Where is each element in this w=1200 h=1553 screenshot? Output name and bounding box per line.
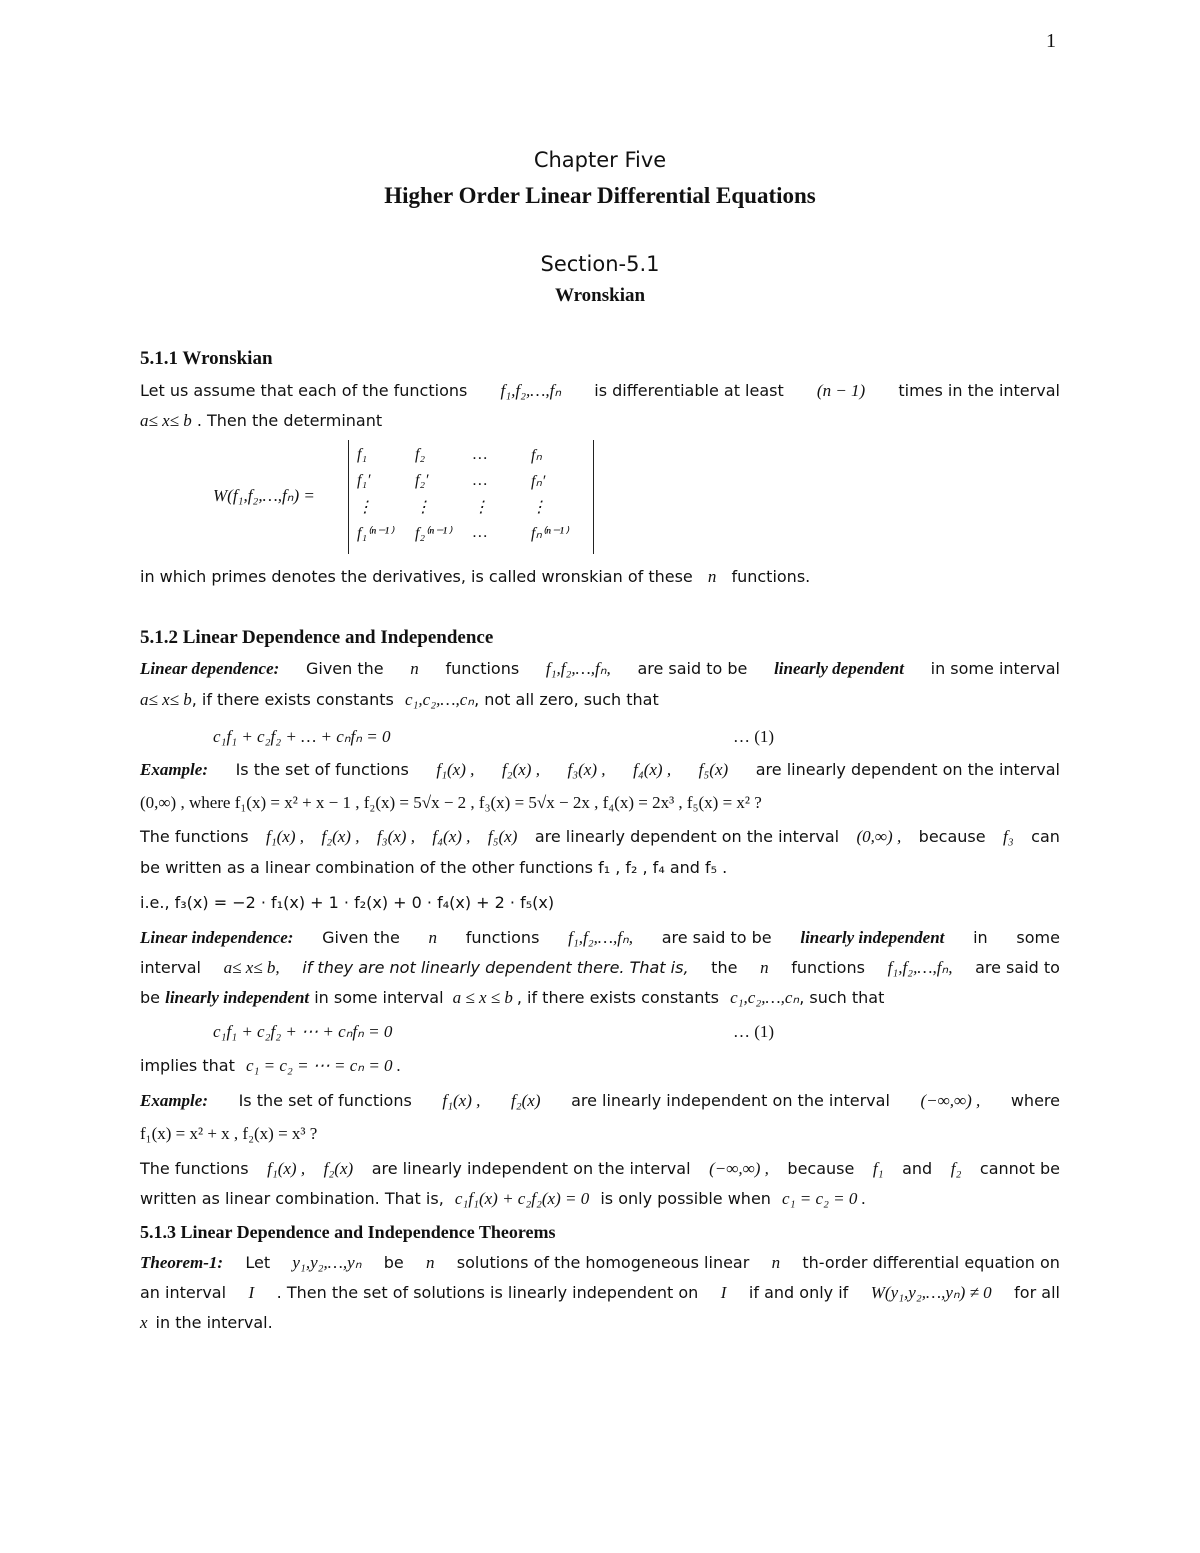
matrix-cell: f₂′ [415,472,429,489]
math-run: n [707,567,717,586]
chapter-label: Chapter Five [533,148,667,172]
emphasis-term: linearly dependent [774,659,904,678]
wronskian-lhs: W(f₁,f₂,…,fₙ) = [213,486,315,505]
text-run: The functions [140,1159,249,1178]
definition-label: Linear dependence: [140,659,280,678]
text-run: solutions of the homogeneous linear [456,1253,750,1272]
dependence-line1 [140,659,1060,679]
equation-1: c₁f₁ + c₂f₂ + … + cₙfₙ = 0 [213,727,391,746]
text-run: Given the [322,928,400,947]
matrix-cell: ⋮ [357,499,373,516]
math-run: (0,∞) , [856,827,902,846]
math-run: y₁,y₂,…,yₙ [292,1253,362,1272]
matrix-cell: ⋮ [531,499,547,516]
math-run: c₁,c₂,…,cₙ [730,988,800,1007]
example-label: Example: [140,760,208,779]
math-run: I [248,1283,255,1302]
math-run: f₅(x) [487,827,518,846]
text-run: can [1031,827,1060,846]
math-run: f₁,f₂,…,fₙ, [887,958,953,977]
text-run: , if there exists constants [191,690,394,709]
theorem1-line1 [140,1253,1060,1273]
math-run: f₄(x) , [432,827,471,846]
example-label: Example: [140,1091,208,1110]
text-run: The functions [140,827,249,846]
matrix-cell: … [473,524,488,541]
math-run: f₂(x) , [321,827,360,846]
math-run: f₃(x) , [376,827,415,846]
text-run: are linearly independent on the interval [571,1091,890,1110]
math-run: I [720,1283,727,1302]
text-run: because [787,1159,855,1178]
answer1-line2: be written as a linear combination of the other functions f₁ , f₂ , f₄ and f₅ . [140,858,728,877]
theorem1-line3 [140,1313,273,1333]
math-run: f₂ [950,1159,962,1178]
section-label: Section-5.1 [540,252,660,276]
text-run: some [1016,928,1060,947]
math-run: f₁(x) , [266,827,305,846]
text-run: . Then the determinant [196,411,383,430]
text-run: implies that [140,1056,235,1075]
math-run: n [410,659,419,678]
math-run: c₁ = c₂ = ⋯ = cₙ = 0 . [245,1056,402,1075]
math-run: f₁,f₂,…,fₙ, [545,659,611,678]
text-run: Let us assume that each of the functions [140,381,468,400]
equation-2: c₁f₁ + c₂f₂ + ⋯ + cₙfₙ = 0 [213,1022,393,1041]
text-run: are said to [975,958,1060,977]
math-run: (−∞,∞) , [709,1159,769,1178]
wronskian-para-line2 [140,411,382,431]
text-run: are said to be [661,928,772,947]
math-run: f₅(x) [698,760,729,779]
wronskian-determinant [348,440,594,554]
math-run: (n − 1) [816,381,866,400]
text-run: interval [140,958,201,977]
emphasis-term: linearly independent [800,928,945,947]
text-run: functions [465,928,540,947]
matrix-cell: f₂ [415,446,426,463]
math-run: a≤ x≤ b [140,690,192,709]
math-run: f₁ [872,1159,884,1178]
text-run: if and only if [748,1283,849,1302]
matrix-cell: f₁ [357,446,368,463]
math-run: f₁,f₂,…,fₙ, [568,928,633,947]
text-run: and [902,1159,933,1178]
math-run: f₁,f₂,…,fₙ [500,381,562,400]
math-run: f₁(x) , [436,760,475,779]
text-run: in some interval [930,659,1060,678]
text-run: is only possible when [600,1189,771,1208]
text-run: Let [245,1253,271,1272]
example1-line1 [140,760,1060,780]
text-run: . Then the set of solutions is linearly independent on [276,1283,699,1302]
example2-line1 [140,1091,1060,1111]
definition-label: Linear independence: [140,928,294,947]
section-title: Wronskian [554,285,646,306]
matrix-cell: ⋮ [415,499,431,516]
math-run: f₄(x) , [633,760,672,779]
answer1-ie: i.e., f₃(x) = −2 · f₁(x) + 1 · f₂(x) + 0 · f₄(x) + 2 · f₅(x) [140,893,555,912]
math-run: c₁ = c₂ = 0 . [782,1189,866,1208]
math-run: (−∞,∞) , [920,1091,981,1110]
math-run: a≤ x≤ b, [223,958,280,977]
text-run: be [383,1253,404,1272]
text-run: , not all zero, such that [474,690,659,709]
text-run: in which primes denotes the derivatives, is called wronskian of these [140,567,693,586]
text-run: in the interval. [155,1313,273,1332]
theorem-label: Theorem-1: [140,1253,224,1272]
text-run: an interval [140,1283,227,1302]
text-run: times in the interval [898,381,1060,400]
math-run: a≤ x≤ b [140,411,192,430]
text-run: are linearly dependent on the interval [534,827,840,846]
chapter-title: Higher Order Linear Differential Equations [384,183,816,208]
math-run: f₃ [1003,827,1014,846]
italic-run: if they are not linearly dependent there. That is, [302,958,689,977]
text-run: Given the [305,659,384,678]
text-run: written as linear combination. That is, [140,1189,444,1208]
text-run: , such that [799,988,885,1007]
text-run: are said to be [637,659,748,678]
text-run: be [140,988,160,1007]
wronskian-para-line1 [140,381,1060,401]
equation-2-number: … (1) [733,1022,775,1041]
independence-line1 [140,928,1060,948]
matrix-cell: f₁⁽ⁿ⁻¹⁾ [357,525,394,542]
math-run: n [426,1253,435,1272]
math-run: f₂(x) [323,1159,354,1178]
text-run: for all [1014,1283,1060,1302]
heading-5-1-2: 5.1.2 Linear Dependence and Independence [140,627,494,648]
text-run: the [711,958,738,977]
wronskian-para-line3 [140,567,810,587]
equation-1-number: … (1) [733,727,775,746]
text-run: Is the set of functions [238,1091,412,1110]
independence-line3 [140,988,884,1008]
example1-line2: (0,∞) , where f₁(x) = x² + x − 1 , f₂(x) = 5√x − 2 , f₃(x) = 5√x − 2x , f₄(x) = 2x³ , f₅(x) = x² ? [140,793,762,812]
implies-line [140,1056,401,1076]
heading-5-1-3: 5.1.3 Linear Dependence and Independence Theorems [140,1222,556,1242]
matrix-cell: fₙ [531,447,542,464]
math-run: c₁f₁(x) + c₂f₂(x) = 0 [454,1189,590,1208]
text-run: in [973,928,988,947]
answer2-line1 [140,1159,1060,1179]
text-run: in some interval [314,988,444,1007]
math-run: n [428,928,437,947]
text-run: cannot be [979,1159,1060,1178]
text-run: , if there exists constants [516,988,719,1007]
math-run: W(y₁,y₂,…,yₙ) ≠ 0 [870,1283,992,1302]
theorem1-line2 [140,1283,1060,1303]
math-run: n [771,1253,781,1272]
text-run: because [918,827,986,846]
text-run: where [1010,1091,1060,1110]
math-run: n [760,958,769,977]
matrix-cell: fₙ⁽ⁿ⁻¹⁾ [531,525,568,542]
emphasis-term: linearly independent [165,988,310,1007]
math-run: f₁(x) , [442,1091,481,1110]
text-run: are linearly dependent on the interval [755,760,1060,779]
page-number: 1 [1046,30,1056,52]
math-run: f₃(x) , [567,760,606,779]
matrix-cell: … [473,472,488,489]
math-run: c₁,c₂,…,cₙ [404,690,475,709]
matrix-cell: f₁′ [357,472,371,489]
answer1-line1 [140,827,1060,847]
dependence-line2 [140,690,659,710]
text-run: th-order differential equation on [802,1253,1060,1272]
heading-5-1-1: 5.1.1 Wronskian [140,348,273,369]
matrix-cell: … [473,446,488,463]
example2-line2: f₁(x) = x² + x , f₂(x) = x³ ? [140,1124,318,1143]
math-run: f₂(x) , [501,760,540,779]
independence-line2 [140,958,1060,978]
text-run: functions [445,659,520,678]
text-run: functions. [731,567,811,586]
text-run: are linearly independent on the interval [371,1159,691,1178]
text-run: Is the set of functions [235,760,409,779]
matrix-cell: ⋮ [473,499,489,516]
determinant-matrix [357,442,589,546]
text-run: functions [791,958,865,977]
math-run: x [140,1313,148,1332]
matrix-cell: f₂⁽ⁿ⁻¹⁾ [415,525,452,542]
math-run: a ≤ x ≤ b [452,988,513,1007]
text-run: is differentiable at least [594,381,784,400]
matrix-cell: fₙ′ [531,473,546,490]
math-run: f₁(x) , [267,1159,306,1178]
math-run: f₂(x) [510,1091,541,1110]
answer2-line2 [140,1189,866,1209]
